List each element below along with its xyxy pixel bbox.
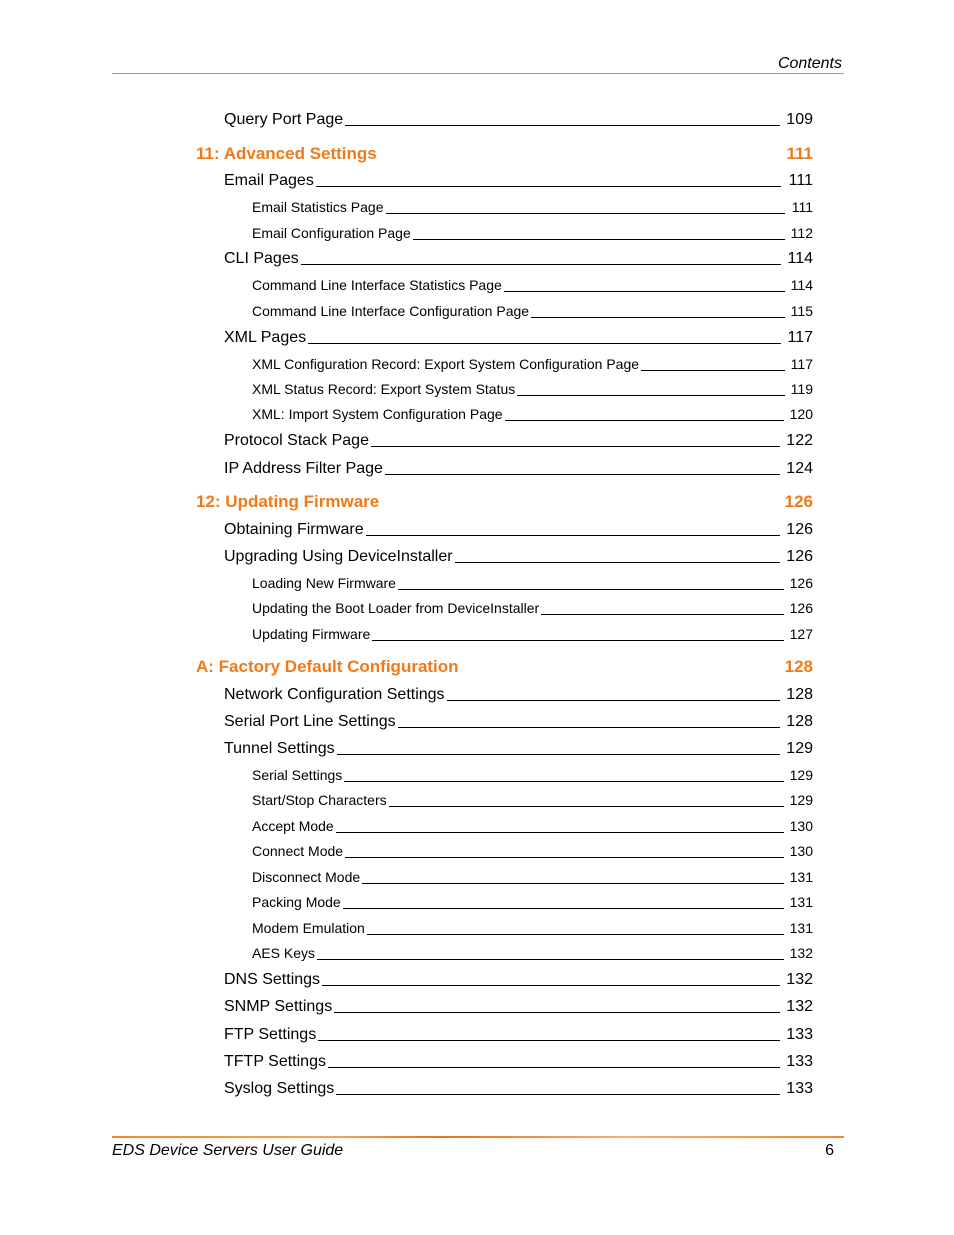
toc-entry-leader xyxy=(343,908,784,909)
toc-entry[interactable] xyxy=(224,740,813,758)
toc-entry-leader xyxy=(345,125,780,126)
footer-divider xyxy=(112,1136,844,1138)
toc-entry-leader xyxy=(366,535,781,536)
toc-entry-title: Connect Mode xyxy=(252,843,344,859)
toc-entry-title: TFTP Settings xyxy=(224,1053,326,1070)
toc-entry-page-number: 117 xyxy=(787,329,813,346)
toc-entry-title: A: Factory Default Configuration xyxy=(196,657,459,676)
toc-entry-page-number: 129 xyxy=(789,792,813,808)
running-header-title: Contents xyxy=(777,55,842,72)
toc-entry-title: Updating Firmware xyxy=(252,626,371,642)
toc-entry-page-number: 111 xyxy=(791,199,813,215)
toc-entry[interactable] xyxy=(252,626,813,642)
toc-entry-leader xyxy=(345,857,784,858)
toc-entry-leader xyxy=(362,883,783,884)
toc-entry-page-number: 128 xyxy=(786,686,813,703)
toc-entry-leader xyxy=(316,186,781,187)
toc-entry-leader xyxy=(334,1012,780,1013)
toc-entry-page-number: 131 xyxy=(789,920,813,936)
toc-entry-leader xyxy=(517,395,784,396)
toc-entry-title: CLI Pages xyxy=(224,250,299,267)
toc-entry[interactable] xyxy=(252,767,813,783)
toc-entry-title: FTP Settings xyxy=(224,1026,317,1043)
toc-entry-page-number: 111 xyxy=(788,172,813,189)
toc-entry-page-number: 126 xyxy=(789,600,813,616)
toc-entry-page-number: 127 xyxy=(789,626,813,642)
toc-entry[interactable] xyxy=(252,843,813,859)
toc-entry-leader xyxy=(328,1067,780,1068)
toc-entry-title: Start/Stop Characters xyxy=(252,792,387,808)
toc-entry-leader xyxy=(336,1094,780,1095)
toc-entry-title: Email Configuration Page xyxy=(252,225,411,241)
toc-entry-page-number: 131 xyxy=(789,894,813,910)
toc-entry-title: Email Pages xyxy=(224,172,314,189)
toc-entry-leader xyxy=(504,291,785,292)
toc-entry-leader xyxy=(505,420,784,421)
toc-entry-page-number: 111 xyxy=(786,144,813,163)
toc-entry-title: Packing Mode xyxy=(252,894,341,910)
toc-entry-title: Modem Emulation xyxy=(252,920,365,936)
toc-entry[interactable] xyxy=(252,199,813,215)
toc-entry-title: Updating the Boot Loader from DeviceInstaller xyxy=(252,600,540,616)
toc-entry-leader xyxy=(308,343,781,344)
toc-entry-page-number: 131 xyxy=(789,869,813,885)
toc-entry-page-number: 132 xyxy=(789,945,813,961)
toc-entry[interactable] xyxy=(224,1053,813,1071)
toc-entry-page-number: 133 xyxy=(786,1026,813,1043)
toc-entry-leader xyxy=(398,589,784,590)
toc-entry-title: XML Configuration Record: Export System Configuration Page xyxy=(252,356,640,372)
toc-entry-title: XML: Import System Configuration Page xyxy=(252,406,503,422)
toc-entry-leader xyxy=(322,985,780,986)
toc-entry-page-number: 124 xyxy=(786,460,813,477)
toc-entry[interactable] xyxy=(252,303,813,319)
toc-entry[interactable] xyxy=(224,460,813,478)
toc-entry-title: IP Address Filter Page xyxy=(224,460,383,477)
toc-entry-title: Command Line Interface Configuration Page xyxy=(252,303,530,319)
toc-entry-leader xyxy=(455,562,781,563)
toc-entry[interactable] xyxy=(252,575,813,591)
toc-entry-title: Loading New Firmware xyxy=(252,575,396,591)
toc-entry-page-number: 109 xyxy=(786,111,813,128)
toc-entry-page-number: 126 xyxy=(789,575,813,591)
toc-entry[interactable] xyxy=(224,521,813,539)
toc-entry[interactable] xyxy=(224,971,813,989)
toc-entry-title: Tunnel Settings xyxy=(224,740,335,757)
toc-entry-title: Email Statistics Page xyxy=(252,199,384,215)
toc-entry-leader xyxy=(641,370,785,371)
toc-entry-page-number: 132 xyxy=(786,998,813,1015)
toc-entry-page-number: 133 xyxy=(786,1053,813,1070)
toc-entry[interactable] xyxy=(224,250,813,268)
toc-entry-leader xyxy=(372,640,783,641)
toc-entry[interactable] xyxy=(224,111,813,129)
toc-entry-page-number: 128 xyxy=(784,657,813,676)
toc-entry-page-number: 126 xyxy=(786,521,813,538)
toc-entry[interactable] xyxy=(224,686,813,704)
toc-entry[interactable] xyxy=(224,172,813,190)
footer-guide-title: EDS Device Servers User Guide xyxy=(112,1142,344,1159)
toc-chapter-entry[interactable] xyxy=(196,144,813,164)
toc-entry-page-number: 128 xyxy=(786,713,813,730)
toc-entry-title: SNMP Settings xyxy=(224,998,333,1015)
toc-entry-leader xyxy=(413,239,785,240)
toc-entry-title: Disconnect Mode xyxy=(252,869,361,885)
toc-entry-leader xyxy=(336,832,784,833)
toc-entry-leader xyxy=(371,446,780,447)
toc-entry-title: Obtaining Firmware xyxy=(224,521,364,538)
toc-entry-title: Serial Settings xyxy=(252,767,343,783)
toc-entry-page-number: 114 xyxy=(787,250,813,267)
toc-entry-page-number: 132 xyxy=(786,971,813,988)
toc-entry[interactable] xyxy=(224,713,813,731)
toc-entry-page-number: 122 xyxy=(786,432,813,449)
toc-entry-title: Serial Port Line Settings xyxy=(224,713,396,730)
toc-entry[interactable] xyxy=(252,406,813,422)
toc-chapter-entry[interactable] xyxy=(196,657,813,677)
toc-entry[interactable] xyxy=(224,432,813,450)
toc-entry-leader xyxy=(386,213,786,214)
toc-entry-page-number: 130 xyxy=(789,818,813,834)
toc-entry[interactable] xyxy=(252,792,813,808)
toc-entry[interactable] xyxy=(252,945,813,961)
toc-entry[interactable] xyxy=(252,920,813,936)
toc-entry[interactable] xyxy=(224,1026,813,1044)
toc-entry-page-number: 120 xyxy=(789,406,813,422)
toc-entry[interactable] xyxy=(252,600,813,616)
toc-entry[interactable] xyxy=(252,277,813,293)
toc-entry-leader xyxy=(531,317,785,318)
toc-entry-title: Accept Mode xyxy=(252,818,334,834)
toc-entry-page-number: 129 xyxy=(786,740,813,757)
toc-entry-page-number: 130 xyxy=(789,843,813,859)
toc-entry-title: XML Pages xyxy=(224,329,307,346)
toc-entry-page-number: 126 xyxy=(784,492,813,511)
toc-entry-title: 11: Advanced Settings xyxy=(196,144,377,163)
toc-entry-title: Syslog Settings xyxy=(224,1080,335,1097)
toc-entry-leader xyxy=(367,934,784,935)
toc-entry[interactable] xyxy=(224,998,813,1016)
toc-entry-leader xyxy=(541,614,783,615)
toc-entry-page-number: 126 xyxy=(786,548,813,565)
toc-entry-leader xyxy=(317,959,784,960)
toc-entry[interactable] xyxy=(224,1080,813,1098)
toc-entry-leader xyxy=(385,474,780,475)
toc-entry[interactable] xyxy=(224,329,813,347)
toc-entry[interactable] xyxy=(252,356,813,372)
toc-entry-page-number: 112 xyxy=(790,225,813,241)
toc-entry-title: Command Line Interface Statistics Page xyxy=(252,277,502,293)
toc-entry-leader xyxy=(318,1040,780,1041)
toc-entry-leader xyxy=(337,754,781,755)
toc-entry-title: Protocol Stack Page xyxy=(224,432,369,449)
toc-entry[interactable] xyxy=(252,869,813,885)
toc-entry-page-number: 119 xyxy=(790,381,813,397)
toc-entry-leader xyxy=(398,727,781,728)
toc-entry[interactable] xyxy=(252,225,813,241)
toc-entry[interactable] xyxy=(252,894,813,910)
toc-entry-leader xyxy=(344,781,783,782)
toc-entry[interactable] xyxy=(252,381,813,397)
toc-entry-title: Network Configuration Settings xyxy=(224,686,445,703)
toc-entry-leader xyxy=(389,806,784,807)
toc-entry-page-number: 129 xyxy=(789,767,813,783)
toc-entry[interactable] xyxy=(224,548,813,566)
toc-entry-page-number: 117 xyxy=(790,356,813,372)
toc-entry-page-number: 114 xyxy=(790,277,813,293)
toc-entry-title: Query Port Page xyxy=(224,111,344,128)
toc-entry-title: XML Status Record: Export System Status xyxy=(252,381,516,397)
toc-entry-title: AES Keys xyxy=(252,945,316,961)
toc-entry-page-number: 133 xyxy=(786,1080,813,1097)
toc-entry-title: DNS Settings xyxy=(224,971,321,988)
footer-page-number: 6 xyxy=(825,1142,834,1159)
toc-entry-leader xyxy=(301,264,781,265)
toc-entry-page-number: 115 xyxy=(790,303,813,319)
toc-entry[interactable] xyxy=(252,818,813,834)
toc-chapter-entry[interactable] xyxy=(196,492,813,512)
toc-entry-leader xyxy=(447,700,781,701)
toc-entry-title: 12: Updating Firmware xyxy=(196,492,380,511)
toc-entry-title: Upgrading Using DeviceInstaller xyxy=(224,548,453,565)
